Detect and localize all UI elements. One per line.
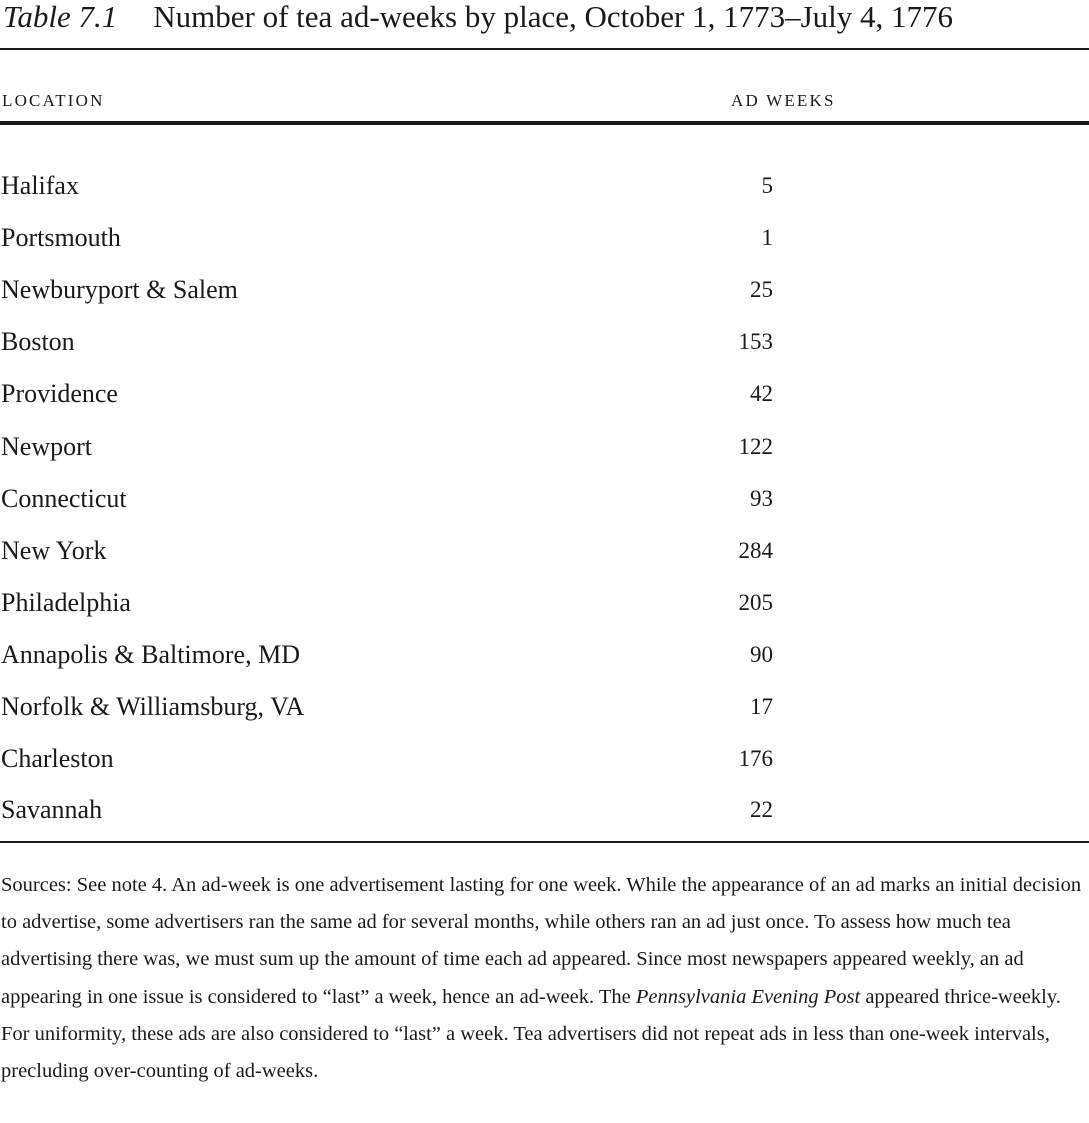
- row-ad-weeks: 205: [738, 590, 773, 615]
- row-ad-weeks: 176: [738, 746, 773, 771]
- row-location: Boston: [1, 327, 75, 356]
- row-location: New York: [1, 536, 107, 565]
- row-ad-weeks: 22: [750, 797, 773, 822]
- row-location: Providence: [1, 379, 118, 408]
- row-location: Connecticut: [1, 484, 127, 513]
- row-location: Halifax: [1, 171, 79, 200]
- row-location: Newport: [1, 432, 92, 461]
- row-location: Philadelphia: [1, 588, 131, 617]
- row-ad-weeks: 122: [738, 434, 773, 459]
- table-caption: [3, 0, 1089, 36]
- row-location: Portsmouth: [1, 223, 121, 252]
- row-location: Savannah: [1, 795, 103, 824]
- table-notes: [1, 867, 1087, 1090]
- row-ad-weeks: 93: [750, 486, 773, 511]
- row-ad-weeks: 42: [750, 381, 773, 406]
- top-rule: [0, 48, 1089, 50]
- column-header-ad-weeks: AD WEEKS: [731, 91, 836, 110]
- row-location: Charleston: [1, 744, 114, 773]
- row-ad-weeks: 5: [761, 173, 773, 198]
- row-ad-weeks: 153: [738, 329, 773, 354]
- row-location: Newburyport & Salem: [1, 275, 238, 304]
- notes-text-end: appeared thrice-weekly. For uniformity, these ads are also considered to “last” a week. Tea advertisers did not repeat ads in less than one-week intervals, precluding over-counting of ad-weeks.: [1, 985, 1061, 1083]
- table-title: Number of tea ad-weeks by place, October 1, 1773–July 4, 1776: [153, 0, 954, 34]
- header-rule: [0, 121, 1089, 125]
- row-ad-weeks: 284: [738, 538, 773, 563]
- publication-title: Pennsylvania Evening Post: [635, 985, 861, 1008]
- row-ad-weeks: 17: [750, 694, 773, 719]
- table-label: Table 7.1: [3, 0, 118, 34]
- row-ad-weeks: 90: [750, 642, 773, 667]
- row-ad-weeks: 1: [761, 225, 773, 250]
- row-location: Annapolis & Baltimore, MD: [1, 640, 300, 669]
- row-ad-weeks: 25: [750, 277, 773, 302]
- notes-text-start: Sources: See note 4. An ad-week is one advertisement lasting for one week. While the appearance of an ad marks an initial decision to advertise, some advertisers ran the same ad for several months, while others ran an ad just once. To assess how much tea advertising there was, we must sum up the amount of time each ad appeared. Since most newspapers appeared weekly, an ad appearing in one issue is considered to “last” a week, hence an ad-week. The: [1, 874, 1082, 1008]
- column-header-location: LOCATION: [2, 91, 105, 110]
- bottom-rule: [0, 841, 1089, 843]
- row-location: Norfolk & Williamsburg, VA: [1, 692, 305, 721]
